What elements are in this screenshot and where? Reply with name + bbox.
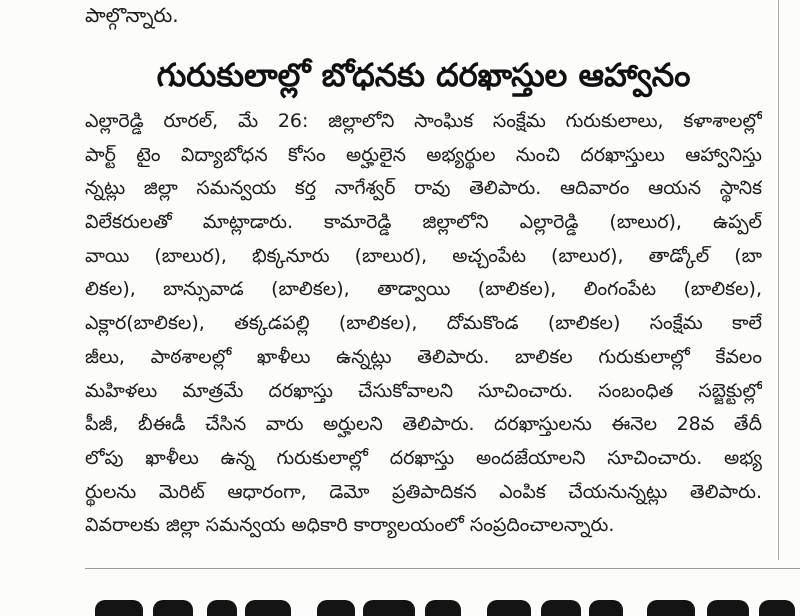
article-headline: గురుకులాల్లో బోధనకు దరఖాస్తుల ఆహ్వానం: [156, 56, 691, 94]
cropped-glyph-fragment: [153, 600, 193, 616]
article-divider: [85, 568, 800, 569]
body-line: ఎల్లారెడ్డి రూరల్, మే 26: జిల్లాలోని సాంఘిక సంక్షేమ గురుకులాలు, కళాశాలల్లో: [85, 110, 762, 132]
cropped-glyph-fragment: [207, 600, 237, 616]
body-line: విలేకరులతో మాట్లాడారు. కామారెడ్డి జిల్లాలోని ఎల్లారెడ్డి (బాలుర), ఉప్పల్: [85, 211, 762, 234]
cropped-glyph-fragment: [541, 600, 581, 616]
column-divider: [778, 0, 779, 560]
body-line: న్నట్లు జిల్లా సమన్వయ కర్త నాగేశ్వర్ రావు తెలిపారు. ఆదివారం ఆయన స్థానిక: [85, 177, 762, 200]
body-line: జీలు, పాఠశాలల్లో ఖాళీలు ఉన్నట్లు తెలిపారు. బాలికల గురుకులాల్లో కేవలం: [85, 345, 762, 368]
cropped-glyph-fragment: [363, 600, 415, 616]
cropped-glyph-fragment: [245, 600, 291, 616]
body-line: ఎక్లార(బాలికల), తక్కడపల్లి (బాలికల), దోమకొండ (బాలికల) సంక్షేమ కాలే: [85, 312, 762, 335]
body-line: వివరాలకు జిల్లా సమన్వయ అధికారి కార్యాలయంలో సంప్రదించాలన్నారు.: [85, 514, 615, 537]
body-line: వాయి (బాలుర), భిక్కనూరు (బాలుర), అచ్చంపేట (బాలుర), తాడ్కోల్ (బా: [85, 244, 762, 267]
body-line: మహిళలు మాత్రమే దరఖాస్తు చేసుకోవాలని సూచించారు. సంబంధిత సబ్జెక్టుల్లో: [85, 379, 762, 402]
cropped-glyph-fragment: [95, 600, 143, 616]
cropped-glyph-fragment: [317, 600, 355, 616]
body-line: పీజీ, బీఈడీ చేసిన వారు అర్హులని తెలిపారు. దరఖాస్తులను ఈనెల 28వ తేదీ: [85, 413, 762, 436]
cropped-glyph-fragment: [487, 600, 531, 616]
article-body: [85, 105, 762, 543]
cropped-glyph-fragment: [647, 600, 695, 616]
cropped-glyph-fragment: [707, 600, 749, 616]
body-line: పార్ట్ టైం విద్యాబోధన కోసం అర్హులైన అభ్యర్థుల నుంచి దరఖాస్తులు ఆహ్వానిస్తు: [85, 143, 762, 166]
cropped-glyph-fragment: [589, 600, 623, 616]
body-line: ర్థులను మెరిట్ ఆధారంగా, డెమో ప్రతిపాదికన ఎంపిక చేయనున్నట్లు తెలిపారు.: [85, 480, 762, 503]
next-headline-cropped: [95, 596, 800, 616]
cropped-glyph-fragment: [425, 600, 461, 616]
body-line: లికల), బాన్సువాడ (బాలికల), తాడ్వాయి (బాలికల), లింగంపేట (బాలికల),: [85, 278, 762, 301]
cropped-glyph-fragment: [759, 600, 795, 616]
body-line: లోపు ఖాళీలు ఉన్న గురుకులాల్లో దరఖాస్తు అందజేయాలని సూచించారు. అభ్య: [85, 446, 762, 469]
previous-article-tail: పాల్గొన్నారు.: [85, 3, 179, 27]
